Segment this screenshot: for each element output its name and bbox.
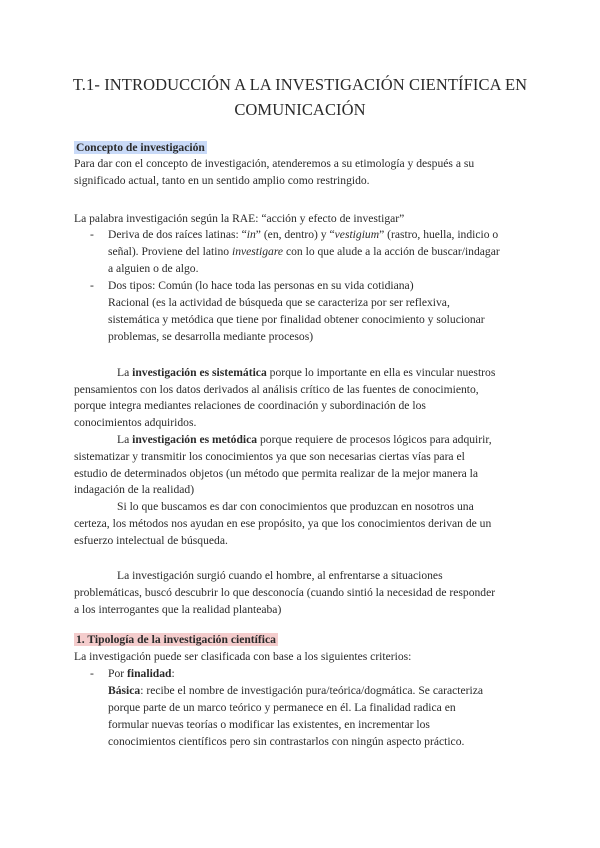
text-span: porque lo importante en ella es vincular nuestros [266,366,496,379]
text-span: porque requiere de procesos lógicos para adquirir, [257,433,492,446]
section-heading-text: 1. Tipología de la investigación científica [76,633,276,646]
bullet-line: Racional (es la actividad de búsqueda que se caracteriza por ser reflexiva, [108,296,450,309]
section-heading-concepto [74,140,207,156]
section-intro: La investigación puede ser clasificada con base a los siguientes criterios: [74,650,412,663]
bold-term: finalidad [127,667,172,680]
bold-term: investigación es sistemática [132,366,267,379]
paragraph-line: certeza, los métodos nos ayudan en ese propósito, ya que los conocimientos derivan de un [74,517,492,530]
paragraph-line: conocimientos adquiridos. [74,416,197,429]
latin-term: investigare [231,245,284,258]
paragraph-line: La investigación surgió cuando el hombre, al enfrentarse a situaciones [117,569,443,582]
bold-term: Básica [108,684,141,697]
title-line-1: T.1- INTRODUCCIÓN A LA INVESTIGACIÓN CIENTÍFICA EN [72,75,528,94]
section-heading-tipologia [74,632,278,648]
text-span: : recibe el nombre de investigación pura/teórica/dogmática. Se caracteriza [140,684,484,697]
bullet-line: porque parte de un marco teórico y permanece en él. La finalidad radica en [108,701,456,714]
text-span: La [117,433,133,446]
bullet-line: problemas, se desarrolla mediante procesos) [108,330,314,343]
bullet-line: sistemática y metódica que tiene por finalidad obtener conocimiento y solucionar [108,313,485,326]
title-line-2: COMUNICACIÓN [234,100,366,119]
paragraph-line: pensamientos con los datos derivados al análisis crítico de las fuentes de conocimiento, [74,383,479,396]
bold-term: investigación es metódica [132,433,258,446]
paragraph-line [117,365,495,381]
bullet-line [108,244,500,260]
paragraph-line: a los interrogantes que la realidad planteaba) [74,603,282,616]
text-span: ” (rastro, huella, indicio o [379,228,499,241]
bullet-line: conocimientos científicos pero sin contrastarlos con ningún aspecto práctico. [108,735,465,748]
text-span: La [117,366,133,379]
page-title [40,72,560,122]
rae-definition: La palabra investigación según la RAE: “acción y efecto de investigar” [74,212,405,225]
paragraph-line: porque integra mediantes relaciones de coordinación y subordinación de los [74,399,426,412]
bullet-line [108,227,498,243]
text-span: señal). Proviene del latino [108,245,232,258]
latin-term: in [246,228,256,241]
latin-term: vestigium [334,228,380,241]
bullet-line [108,666,175,682]
text-span: Por [108,667,128,680]
text-span: con lo que alude a la acción de buscar/indagar [283,245,500,258]
section-heading-text: Concepto de investigación [76,141,205,154]
intro-line: Para dar con el concepto de investigación, atenderemos a su etimología y después a su [74,157,475,170]
text-span: ” (en, dentro) y “ [255,228,335,241]
bullet-line: Dos tipos: Común (lo hace toda las personas en su vida cotidiana) [108,279,414,292]
bullet-line [108,683,483,699]
bullet-dash: - [90,279,94,292]
bullet-line: a alguien o de algo. [108,262,199,275]
bullet-dash: - [90,228,94,241]
text-span: : [171,667,175,680]
paragraph-line: problemáticas, buscó descubrir lo que desconocía (cuando sintió la necesidad de responder [74,586,496,599]
paragraph-line: esfuerzo intelectual de búsqueda. [74,534,228,547]
paragraph-line: sistematizar y transmitir los conocimientos ya que son necesarias ciertas vías para el [74,450,465,463]
paragraph-line: estudio de determinados objetos (un método que permita realizar de la mejor manera la [74,467,479,480]
paragraph-line [117,432,492,448]
paragraph-line: indagación de la realidad) [74,483,195,496]
text-span: Deriva de dos raíces latinas: “ [108,228,247,241]
bullet-dash: - [90,667,94,680]
paragraph-line: Si lo que buscamos es dar con conocimientos que produzcan en nosotros una [117,500,474,513]
bullet-line: formular nuevas teorías o modificar las existentes, en incrementar los [108,718,430,731]
intro-line: significado actual, tanto en un sentido amplio como restringido. [74,174,370,187]
